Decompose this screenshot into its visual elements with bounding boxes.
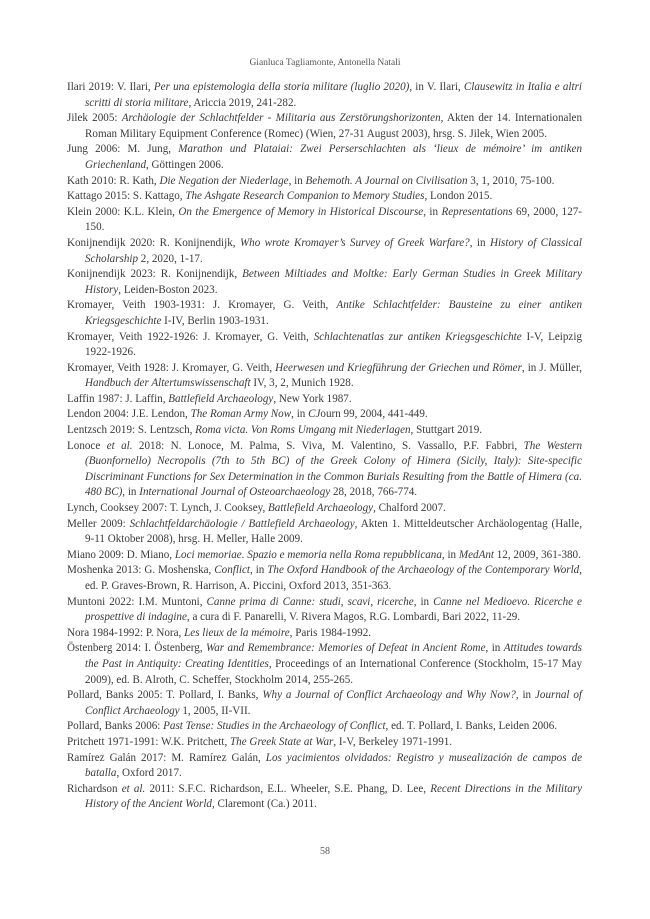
entry-title-italic: Canne nel Medioevo. Ricerche e prospettive di indagine xyxy=(85,595,582,624)
entry-text: , Claremont (Ca.) 2011. xyxy=(211,798,317,811)
entry-text: , ed. P. Graves-Brown, R. Harrison, A. Piccini, Oxford 2013, 351-363. xyxy=(85,564,582,592)
entry-text: Lonoce xyxy=(67,439,107,452)
entry-text: , in xyxy=(413,595,434,608)
bibliography-entry xyxy=(67,751,582,782)
entry-title-italic: The Western (Buonfornello) Necropolis (7th to 5th BC) of the Greek Colony of Himera (Sicily, Italy): Site-specific Discriminant Functions for Sex Determination in the Common Burials Resulting from the Battle of Himera (ca. 480 BC) xyxy=(85,439,583,499)
entry-text: Östenberg 2014: I. Östenberg, xyxy=(67,642,207,655)
entry-title-italic: et al. xyxy=(106,439,133,452)
bibliography-entry xyxy=(67,174,582,190)
entry-text: , Akten 1. Mitteldeutscher Archäologentag (Halle, 9-11 Oktober 2008), hrsg. H. Meller, Halle 2009. xyxy=(85,517,583,546)
entry-text: Jung 2006: M. Jung, xyxy=(67,143,179,156)
entry-text: Kromayer, Veith 1922-1926: J. Kromayer, G. Veith, xyxy=(67,330,314,343)
entry-text: Klein 2000: K.L. Klein, xyxy=(67,205,179,218)
entry-title-italic: Per una epistemologia della storia militare (luglio 2020) xyxy=(153,81,410,93)
entry-title-italic: The Ashgate Research Companion to Memory Studies xyxy=(185,190,425,203)
bibliography-entry xyxy=(67,641,582,688)
running-head: Gianluca Tagliamonte, Antonella Natali xyxy=(249,58,401,68)
entry-text: Richardson xyxy=(67,782,122,795)
bibliography-entry xyxy=(67,189,582,205)
page-number: 58 xyxy=(320,846,330,857)
entry-text: , in xyxy=(441,548,459,561)
bibliography-entry xyxy=(67,688,582,719)
bibliography-entry xyxy=(67,735,582,751)
entry-text: , London 2015. xyxy=(424,190,493,203)
bibliography-entry xyxy=(67,501,582,517)
entry-title-italic: Conflict xyxy=(214,564,250,577)
entry-text: , Göttingen 2006. xyxy=(146,158,224,171)
entry-title-italic: History of Classical Scholarship xyxy=(85,236,582,265)
entry-title-italic: Recent Directions in the Military History of the Ancient World xyxy=(85,782,583,811)
entry-text: Kromayer, Veith 1928: J. Kromayer, G. Veith, xyxy=(67,361,276,374)
entry-text: , in xyxy=(122,486,140,499)
entry-text: , in xyxy=(250,564,268,577)
entry-text: 12, 2009, 361-380. xyxy=(493,548,581,561)
bibliography-entry xyxy=(67,626,582,642)
entry-title-italic: Clausewitz in Italia e altri scritti di storia militare xyxy=(85,81,582,109)
entry-title-italic: Between Miltiades and Moltke: Early German Studies in Greek Military History xyxy=(85,268,582,296)
bibliography-entry xyxy=(67,548,582,564)
entry-text: , in xyxy=(485,642,504,655)
entry-text: , in J. Müller, xyxy=(521,361,582,374)
entry-title-italic: Canne prima di Canne: studi, scavi, ricerche xyxy=(206,595,414,608)
bibliography-entry xyxy=(67,330,582,361)
bibliography-entry xyxy=(67,80,582,111)
entry-title-italic: Why a Journal of Conflict Archaeology and Why Now? xyxy=(262,689,516,702)
entry-text: , a cura di F. Panarelli, V. Rivera Magos, R.G. Lombardi, Bari 2022, 11-29. xyxy=(186,611,521,624)
entry-title-italic: The Greek State at War xyxy=(230,735,334,748)
entry-title-italic: Schlachtfeldarchäologie / Battlefield Archaeology xyxy=(129,517,355,530)
entry-text: 2018: N. Lonoce, M. Palma, S. Viva, M. Valentino, S. Vassallo, P.F. Fabbri, xyxy=(132,439,524,452)
entry-text: Laffin 1987: J. Laffin, xyxy=(67,392,169,405)
entry-title-italic: Attitudes towards the Past in Antiquity: Creating Identities xyxy=(85,642,582,670)
entry-title-italic: Schlachtenatlas zur antiken Kriegsgeschichte xyxy=(313,330,522,343)
bibliography-entry xyxy=(67,392,582,408)
entry-title-italic: Roma victa. Von Roms Umgang mit Niederlagen xyxy=(195,424,411,437)
entry-text: , in xyxy=(469,236,490,249)
entry-text: , in xyxy=(423,205,442,218)
entry-title-italic: Behemoth. A Journal on Civilisation xyxy=(305,174,468,187)
bibliography-entry xyxy=(67,142,582,173)
bibliography-entry xyxy=(67,267,582,298)
entry-text: , Chalford 2007. xyxy=(373,502,446,515)
entry-text: IV, 3, 2, Munich 1928. xyxy=(250,377,354,390)
entry-text: Pollard, Banks 2005: T. Pollard, I. Banks, xyxy=(67,689,263,702)
entry-text: , Paris 1984-1992. xyxy=(289,626,372,639)
entry-text: Meller 2009: xyxy=(67,517,130,530)
entry-text: , in V. Ilari, xyxy=(409,81,464,93)
bibliography-entry xyxy=(67,517,582,548)
entry-title-italic: Journal of Conflict Archaeology xyxy=(85,689,583,717)
entry-text: Konijnendijk 2020: R. Konijnendijk, xyxy=(67,236,240,249)
entry-title-italic: On the Emergence of Memory in Historical Discourse xyxy=(178,205,424,218)
entry-text: 2, 2020, 1-17. xyxy=(138,252,203,265)
entry-title-italic: The Roman Army Now xyxy=(190,408,292,421)
bibliography-entry xyxy=(67,563,582,594)
entry-text: Lendon 2004: J.E. Lendon, xyxy=(67,408,191,421)
entry-text: Lynch, Cooksey 2007: T. Lynch, J. Cooksey, xyxy=(67,502,269,515)
entry-title-italic: Past Tense: Studies in the Archaeology of Conflict xyxy=(163,720,386,733)
entry-title-italic: Battlefield Archaeology xyxy=(168,392,274,405)
entry-text: , Leiden-Boston 2023. xyxy=(118,283,218,296)
entry-text: , in xyxy=(515,689,535,702)
entry-text: I-IV, Berlin 1903-1931. xyxy=(161,314,269,327)
entry-title-italic: et al. xyxy=(121,782,146,795)
entry-text: Muntoni 2022: I.M. Muntoni, xyxy=(67,595,207,608)
entry-text: Jilek 2005: xyxy=(67,112,122,125)
bibliography-entry xyxy=(67,205,582,236)
entry-text: Ramírez Galán 2017: M. Ramírez Galán, xyxy=(67,751,266,764)
entry-text: Lentzsch 2019: S. Lentzsch, xyxy=(67,424,196,437)
entry-text: , Oxford 2017. xyxy=(116,767,182,780)
entry-title-italic: The Oxford Handbook of the Archaeology of the Contemporary World xyxy=(267,564,580,577)
entry-title-italic: Battlefield Archaeology xyxy=(268,502,374,515)
bibliography-entry xyxy=(67,407,582,423)
entry-text: 2011: S.F.C. Richardson, E.L. Wheeler, S.E. Phang, D. Lee, xyxy=(145,782,431,795)
entry-title-italic: Who wrote Kromayer’s Survey of Greek Warfare? xyxy=(239,236,470,249)
entry-text: , New York 1987. xyxy=(273,392,352,405)
bibliography-entry xyxy=(67,439,582,501)
entry-title-italic: Archäologie der Schlachtfelder - Militaria aus Zerstörungshorizonten xyxy=(121,112,441,125)
entry-text: Moshenka 2013: G. Moshenska, xyxy=(67,564,215,577)
entry-title-italic: MedAnt xyxy=(458,548,494,561)
bibliography-entry xyxy=(67,236,582,267)
entry-title-italic: Die Negation der Niederlage xyxy=(159,174,289,187)
entry-text: 3, 1, 2010, 75-100. xyxy=(467,174,555,187)
entry-title-italic: Loci memoriae. Spazio e memoria nella Roma repubblicana xyxy=(174,548,442,561)
entry-text: , Proceedings of an International Conference (Stockholm, 15-17 May 2009), ed. B. Alroth, C. Scheffer, Stockholm 2014, 255-265. xyxy=(85,657,582,686)
entry-text: 1, 2005, II-VII. xyxy=(179,704,251,717)
entry-text: Kath 2010: R. Kath, xyxy=(67,174,160,187)
entry-title-italic: Les lieux de la mémoire xyxy=(184,626,290,639)
entry-title-italic: International Journal of Osteoarchaeology xyxy=(139,486,331,499)
entry-text: , in xyxy=(291,408,309,421)
entry-text: Kromayer, Veith 1903-1931: J. Kromayer, G. Veith, xyxy=(67,299,337,312)
entry-text: Ilari 2019: V. Ilari, xyxy=(67,81,154,93)
entry-title-italic: Heerwesen und Kriegführung der Griechen und Römer xyxy=(275,361,522,374)
entry-text: , in xyxy=(288,174,306,187)
bibliography-entry xyxy=(67,361,582,392)
bibliography-entry xyxy=(67,595,582,626)
entry-text: 69, 2000, 127-150. xyxy=(85,205,582,234)
entry-text: , Stuttgart 2019. xyxy=(410,424,483,437)
entry-text: Kattago 2015: S. Kattago, xyxy=(67,190,186,203)
entry-text: I-V, Leipzig 1922-1926. xyxy=(85,330,582,359)
entry-text: , ed. T. Pollard, I. Banks, Leiden 2006. xyxy=(385,720,558,733)
entry-text: Pritchett 1971-1991: W.K. Pritchett, xyxy=(67,735,231,748)
entry-text: ourn 99, 2004, 441-449. xyxy=(320,408,428,421)
entry-title-italic: Antike Schlachtfelder: Bausteine zu einer antiken Kriegsgeschichte xyxy=(85,299,583,327)
entry-title-italic: War and Remembrance: Memories of Defeat in Ancient Rome xyxy=(206,642,486,655)
entry-text: , I-V, Berkeley 1971-1991. xyxy=(333,735,453,748)
bibliography-entry xyxy=(67,423,582,439)
entry-text: Pollard, Banks 2006: xyxy=(67,720,164,733)
entry-text: Konijnendijk 2023: R. Konijnendijk, xyxy=(67,268,243,281)
entry-text: 28, 2018, 766-774. xyxy=(330,486,418,499)
bibliography-entry xyxy=(67,111,582,142)
bibliography-entry xyxy=(67,298,582,329)
bibliography-list xyxy=(67,80,582,813)
entry-title-italic: Handbuch der Altertumswissenschaft xyxy=(85,377,251,390)
entry-text: Nora 1984-1992: P. Nora, xyxy=(67,626,185,639)
entry-text: , Akten der 14. Internationalen Roman Military Equipment Conference (Romec) (Wien, 27-31 August 2003), hrsg. S. Jilek, Wien 2005. xyxy=(85,112,582,140)
entry-title-italic: Marathon und Plataiai: Zwei Perserschlachten als ‘lieux de mémoire’ im antiken Griechenland xyxy=(85,143,582,171)
bibliography-entry xyxy=(67,719,582,735)
entry-text: Miano 2009: D. Miano, xyxy=(67,548,175,561)
entry-title-italic: CJ xyxy=(308,408,321,421)
entry-title-italic: Los yacimientos olvidados: Registro y musealización de campos de batalla xyxy=(85,751,582,780)
entry-text: , Ariccia 2019, 241-282. xyxy=(188,96,297,109)
entry-title-italic: Representations xyxy=(441,205,513,218)
bibliography-entry xyxy=(67,782,582,813)
